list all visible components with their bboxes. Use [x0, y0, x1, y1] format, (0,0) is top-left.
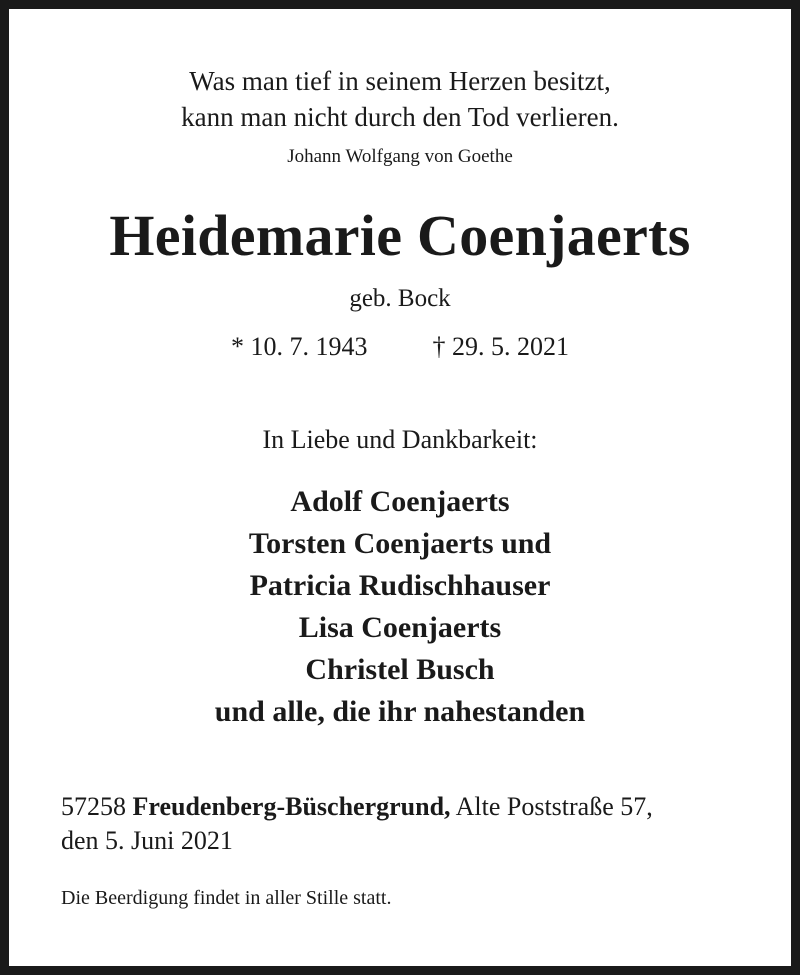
mourner-name: Patricia Rudischhauser: [249, 569, 551, 602]
quote-line-1: Was man tief in seinem Herzen besitzt,: [189, 66, 611, 96]
mourners-list: [0, 481, 800, 733]
thanks-line: In Liebe und Dankbarkeit:: [262, 425, 538, 454]
quote-block: [0, 63, 800, 135]
address-date: den 5. Juni 2021: [61, 826, 233, 855]
address-street: Alte Poststraße 57,: [455, 792, 653, 821]
birth-name: geb. Bock: [349, 285, 451, 312]
funeral-note: Die Beerdigung findet in aller Stille statt.: [61, 887, 392, 909]
quote-line-2: kann man nicht durch den Tod verlieren.: [181, 102, 619, 132]
birth-date: * 10. 7. 1943: [231, 332, 368, 361]
mourner-name: Torsten Coenjaerts und: [248, 527, 552, 560]
deceased-name: Heidemarie Coenjaerts: [109, 203, 691, 268]
address-line: [61, 790, 653, 824]
address-postcode: 57258: [61, 792, 126, 821]
death-date: † 29. 5. 2021: [432, 332, 569, 361]
mourner-name: Adolf Coenjaerts: [290, 485, 510, 518]
mourner-name: Christel Busch: [305, 653, 495, 686]
address-block: [61, 790, 653, 858]
quote-author: Johann Wolfgang von Goethe: [287, 146, 513, 167]
mourner-name: Lisa Coenjaerts: [298, 611, 502, 644]
address-place: Freudenberg-Büschergrund,: [132, 792, 451, 821]
mourner-name: und alle, die ihr nahestanden: [214, 695, 586, 728]
life-dates: [0, 332, 800, 362]
